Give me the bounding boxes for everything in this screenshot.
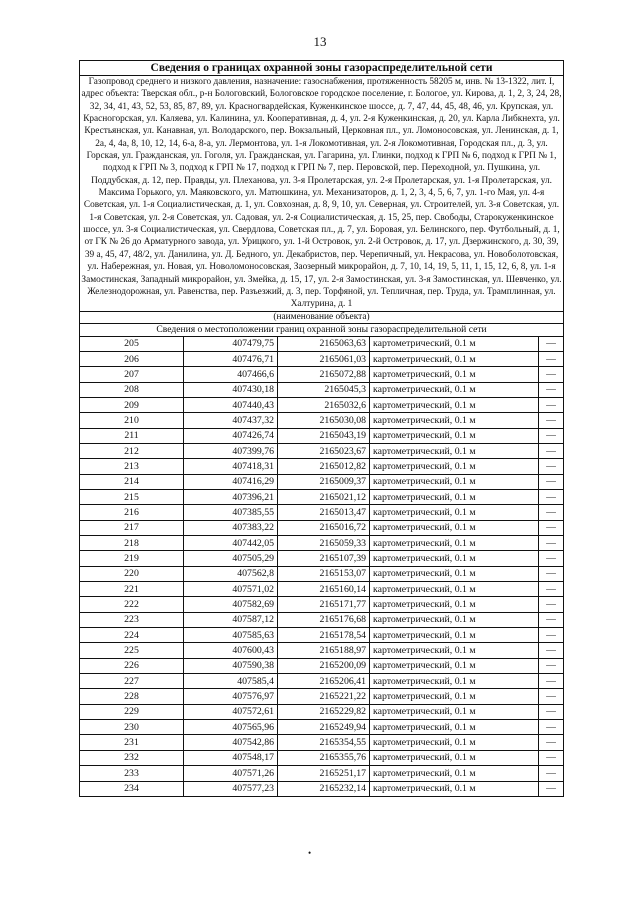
- point-number-cell: 220: [80, 566, 184, 581]
- method-accuracy-cell: картометрический, 0.1 м: [370, 459, 539, 474]
- y-coordinate-cell: 2165355,76: [278, 750, 370, 765]
- y-coordinate-cell: 2165249,94: [278, 720, 370, 735]
- table-row: [80, 704, 564, 719]
- y-coordinate-cell: 2165063,63: [278, 336, 370, 351]
- method-accuracy-cell: картометрический, 0.1 м: [370, 643, 539, 658]
- note-cell: —: [539, 459, 564, 474]
- x-coordinate-cell: 407565,96: [184, 720, 278, 735]
- point-number-cell: 225: [80, 643, 184, 658]
- point-number-cell: 218: [80, 536, 184, 551]
- table-row: [80, 443, 564, 458]
- x-coordinate-cell: 407585,4: [184, 674, 278, 689]
- note-cell: —: [539, 658, 564, 673]
- y-coordinate-cell: 2165023,67: [278, 443, 370, 458]
- point-number-cell: 230: [80, 720, 184, 735]
- y-coordinate-cell: 2165012,82: [278, 459, 370, 474]
- y-coordinate-cell: 2165232,14: [278, 781, 370, 796]
- method-accuracy-cell: картометрический, 0.1 м: [370, 689, 539, 704]
- point-number-cell: 206: [80, 351, 184, 366]
- x-coordinate-cell: 407437,32: [184, 413, 278, 428]
- x-coordinate-cell: 407505,29: [184, 551, 278, 566]
- note-cell: —: [539, 674, 564, 689]
- y-coordinate-cell: 2165229,82: [278, 704, 370, 719]
- table-row: [80, 582, 564, 597]
- table-row: [80, 766, 564, 781]
- note-cell: —: [539, 597, 564, 612]
- method-accuracy-cell: картометрический, 0.1 м: [370, 704, 539, 719]
- y-coordinate-cell: 2165009,37: [278, 474, 370, 489]
- point-number-cell: 221: [80, 582, 184, 597]
- object-label: (наименование объекта): [80, 311, 564, 323]
- y-coordinate-cell: 2165030,08: [278, 413, 370, 428]
- table-row: [80, 612, 564, 627]
- method-accuracy-cell: картометрический, 0.1 м: [370, 367, 539, 382]
- point-number-cell: 215: [80, 489, 184, 504]
- point-number-cell: 208: [80, 382, 184, 397]
- point-number-cell: 216: [80, 505, 184, 520]
- table-row: [80, 781, 564, 796]
- y-coordinate-cell: 2165206,41: [278, 674, 370, 689]
- table-row: [80, 336, 564, 351]
- point-number-cell: 210: [80, 413, 184, 428]
- point-number-cell: 231: [80, 735, 184, 750]
- x-coordinate-cell: 407383,22: [184, 520, 278, 535]
- note-cell: —: [539, 643, 564, 658]
- y-coordinate-cell: 2165061,03: [278, 351, 370, 366]
- x-coordinate-cell: 407590,38: [184, 658, 278, 673]
- document-title: Сведения о границах охранной зоны газораспределительной сети: [80, 61, 564, 76]
- point-number-cell: 229: [80, 704, 184, 719]
- note-cell: —: [539, 766, 564, 781]
- y-coordinate-cell: 2165107,39: [278, 551, 370, 566]
- x-coordinate-cell: 407562,8: [184, 566, 278, 581]
- table-row: [80, 643, 564, 658]
- y-coordinate-cell: 2165059,33: [278, 536, 370, 551]
- point-number-cell: 228: [80, 689, 184, 704]
- x-coordinate-cell: 407385,55: [184, 505, 278, 520]
- y-coordinate-cell: 2165176,68: [278, 612, 370, 627]
- method-accuracy-cell: картометрический, 0.1 м: [370, 781, 539, 796]
- point-number-cell: 217: [80, 520, 184, 535]
- note-cell: —: [539, 566, 564, 581]
- note-cell: —: [539, 520, 564, 535]
- object-label-row: [80, 311, 564, 323]
- note-cell: —: [539, 750, 564, 765]
- y-coordinate-cell: 2165072,88: [278, 367, 370, 382]
- table-row: [80, 489, 564, 504]
- method-accuracy-cell: картометрический, 0.1 м: [370, 520, 539, 535]
- y-coordinate-cell: 2165171,77: [278, 597, 370, 612]
- method-accuracy-cell: картометрический, 0.1 м: [370, 474, 539, 489]
- method-accuracy-cell: картометрический, 0.1 м: [370, 750, 539, 765]
- point-number-cell: 205: [80, 336, 184, 351]
- note-cell: —: [539, 489, 564, 504]
- x-coordinate-cell: 407418,31: [184, 459, 278, 474]
- table-row: [80, 536, 564, 551]
- note-cell: —: [539, 689, 564, 704]
- note-cell: —: [539, 443, 564, 458]
- footer-mark: •: [308, 848, 312, 858]
- table-row: [80, 628, 564, 643]
- x-coordinate-cell: 407416,29: [184, 474, 278, 489]
- page-number: 13: [313, 34, 327, 49]
- y-coordinate-cell: 2165200,09: [278, 658, 370, 673]
- point-number-cell: 224: [80, 628, 184, 643]
- note-cell: —: [539, 382, 564, 397]
- x-coordinate-cell: 407582,69: [184, 597, 278, 612]
- point-number-cell: 219: [80, 551, 184, 566]
- note-cell: —: [539, 536, 564, 551]
- point-number-cell: 211: [80, 428, 184, 443]
- point-number-cell: 222: [80, 597, 184, 612]
- location-subtitle: Сведения о местоположении границ охранной зоны газораспределительной сети: [80, 323, 564, 336]
- table-row: [80, 520, 564, 535]
- table-row: [80, 367, 564, 382]
- object-description-row: [80, 76, 564, 312]
- table-row: [80, 566, 564, 581]
- note-cell: —: [539, 551, 564, 566]
- y-coordinate-cell: 2165021,12: [278, 489, 370, 504]
- boundary-table: [79, 60, 564, 797]
- x-coordinate-cell: 407426,74: [184, 428, 278, 443]
- location-subtitle-row: [80, 323, 564, 336]
- point-number-cell: 207: [80, 367, 184, 382]
- x-coordinate-cell: 407600,43: [184, 643, 278, 658]
- table-row: [80, 689, 564, 704]
- y-coordinate-cell: 2165188,97: [278, 643, 370, 658]
- method-accuracy-cell: картометрический, 0.1 м: [370, 505, 539, 520]
- table-row: [80, 735, 564, 750]
- x-coordinate-cell: 407585,63: [184, 628, 278, 643]
- y-coordinate-cell: 2165013,47: [278, 505, 370, 520]
- y-coordinate-cell: 2165251,17: [278, 766, 370, 781]
- note-cell: —: [539, 336, 564, 351]
- point-number-cell: 227: [80, 674, 184, 689]
- y-coordinate-cell: 2165354,55: [278, 735, 370, 750]
- y-coordinate-cell: 2165178,54: [278, 628, 370, 643]
- point-number-cell: 223: [80, 612, 184, 627]
- table-row: [80, 474, 564, 489]
- table-row: [80, 351, 564, 366]
- table-row: [80, 597, 564, 612]
- x-coordinate-cell: 407587,12: [184, 612, 278, 627]
- y-coordinate-cell: 2165221,22: [278, 689, 370, 704]
- table-row: [80, 428, 564, 443]
- method-accuracy-cell: картометрический, 0.1 м: [370, 336, 539, 351]
- note-cell: —: [539, 505, 564, 520]
- x-coordinate-cell: 407571,02: [184, 582, 278, 597]
- note-cell: —: [539, 351, 564, 366]
- method-accuracy-cell: картометрический, 0.1 м: [370, 674, 539, 689]
- y-coordinate-cell: 2165160,14: [278, 582, 370, 597]
- method-accuracy-cell: картометрический, 0.1 м: [370, 628, 539, 643]
- x-coordinate-cell: 407542,86: [184, 735, 278, 750]
- note-cell: —: [539, 367, 564, 382]
- title-row: [80, 61, 564, 76]
- point-number-cell: 233: [80, 766, 184, 781]
- method-accuracy-cell: картометрический, 0.1 м: [370, 720, 539, 735]
- point-number-cell: 212: [80, 443, 184, 458]
- table-row: [80, 750, 564, 765]
- x-coordinate-cell: 407442,05: [184, 536, 278, 551]
- x-coordinate-cell: 407399,76: [184, 443, 278, 458]
- method-accuracy-cell: картометрический, 0.1 м: [370, 382, 539, 397]
- x-coordinate-cell: 407576,97: [184, 689, 278, 704]
- table-row: [80, 505, 564, 520]
- note-cell: —: [539, 720, 564, 735]
- note-cell: —: [539, 397, 564, 412]
- y-coordinate-cell: 2165045,3: [278, 382, 370, 397]
- method-accuracy-cell: картометрический, 0.1 м: [370, 551, 539, 566]
- point-number-cell: 226: [80, 658, 184, 673]
- y-coordinate-cell: 2165016,72: [278, 520, 370, 535]
- x-coordinate-cell: 407577,23: [184, 781, 278, 796]
- method-accuracy-cell: картометрический, 0.1 м: [370, 351, 539, 366]
- table-row: [80, 459, 564, 474]
- table-row: [80, 551, 564, 566]
- table-row: [80, 413, 564, 428]
- point-number-cell: 234: [80, 781, 184, 796]
- point-number-cell: 214: [80, 474, 184, 489]
- note-cell: —: [539, 628, 564, 643]
- x-coordinate-cell: 407571,26: [184, 766, 278, 781]
- table-row: [80, 674, 564, 689]
- y-coordinate-cell: 2165153,07: [278, 566, 370, 581]
- method-accuracy-cell: картометрический, 0.1 м: [370, 428, 539, 443]
- x-coordinate-cell: 407440,43: [184, 397, 278, 412]
- method-accuracy-cell: картометрический, 0.1 м: [370, 536, 539, 551]
- method-accuracy-cell: картометрический, 0.1 м: [370, 582, 539, 597]
- x-coordinate-cell: 407548,17: [184, 750, 278, 765]
- method-accuracy-cell: картометрический, 0.1 м: [370, 413, 539, 428]
- point-number-cell: 213: [80, 459, 184, 474]
- table-row: [80, 658, 564, 673]
- table-row: [80, 382, 564, 397]
- x-coordinate-cell: 407572,61: [184, 704, 278, 719]
- method-accuracy-cell: картометрический, 0.1 м: [370, 566, 539, 581]
- x-coordinate-cell: 407466,6: [184, 367, 278, 382]
- x-coordinate-cell: 407396,21: [184, 489, 278, 504]
- boundary-table-body: [80, 61, 564, 797]
- note-cell: —: [539, 428, 564, 443]
- point-number-cell: 209: [80, 397, 184, 412]
- point-number-cell: 232: [80, 750, 184, 765]
- table-row: [80, 720, 564, 735]
- method-accuracy-cell: картометрический, 0.1 м: [370, 489, 539, 504]
- note-cell: —: [539, 781, 564, 796]
- y-coordinate-cell: 2165043,19: [278, 428, 370, 443]
- note-cell: —: [539, 704, 564, 719]
- note-cell: —: [539, 474, 564, 489]
- object-description: Газопровод среднего и низкого давления, назначение: газоснабжения, протяженность 58205 м, инв. № 13-1322, лит. I, адрес объекта: Тверская обл., р-н Бологовский, Бологовское городское поселение, г. Бологое, ул. Кирова, д. 1, 2, 3, 24, 28, 32, 34, 41, 43, 52, 53, 85, 87, 89, ул. Красногвардейская, Куженкинское шоссе, д. 7, 47, 44, 45, 48, 46, ул. Крупская, ул. Красногорская, ул. Каляева, ул. Калинина, ул. Кооперативная, д. 4, ул. 2-я Куженкинская, д. 20, ул. Карла Либкнехта, ул. Крестьянская, ул. Канавная, ул. Володарского, пер. Вокзальный, Церковная пл., ул. Ломоносовская, ул. Ленинская, д. 1, 2а, 4, 4а, 8, 10, 12, 14, 6-а, 8-а, ул. Лермонтова, ул. 1-я Локомотивная, ул. 2-я Локомотивная, Городская пл., д. 3, ул. Горская, ул. Гражданская, ул. Гоголя, ул. Гражданская, ул. Гагарина, ул. Глинки, подход к ГРП № 6, подход к ГРП № 1, подход к ГРП № 3, подход к ГРП № 17, подход к ГРП № 7, пер. Перовской, пер. Переходной, ул. Пушкина, ул. Поддубская, д. 12, пер. Правды, ул. Плеханова, ул. 3-я Пролетарская, ул. 2-я Пролетарская, ул. 1-я Пролетарская, ул. Максима Горького, ул. Маяковского, ул. Матюшкина, ул. Механизаторов, д. 1, 2, 3, 4, 5, 6, 7, ул. 1-го Мая, ул. 4-я Советская, ул. 1-я Социалистическая, д. 1, ул. Совхозная, д. 8, 9, 10, ул. Северная, ул. Строителей, ул. 3-я Советская, ул. 1-я Советская, ул. 2-я Советская, ул. Садовая, ул. 2-я Социалистическая, д. 15, 25, пер. Свободы, Старокуженкинское шоссе, ул. 3-я Социалистическая, ул. Свердлова, Советская пл., д. 7, ул. Боровая, ул. Белинского, пер. Футбольный, д. 1, от ГК № 26 до Арматурного завода, ул. Урицкого, ул. 1-й Островок, ул. 2-й Островок, д. 17, ул. Дзержинского, д. 30, 39, 39 а, 45, 47, 48/2, ул. Данилина, ул. Д. Бедного, ул. Декабристов, пер. Черепичный, ул. Некрасова, ул. Новоболотовская, ул. Набережная, ул. Новая, ул. Новоломоносовская, Заозерный микрорайон, д. 7, 10, 14, 19, 5, 11, 1, 15, 12, 6, 8, ул. 1-я Замостинская, Западный микрорайон, ул. Змейка, д. 15, 17, ул. 2-я Замостинская, ул. 3-я Замостинская, ул. Шевченко, ул. Железнодорожная, ул. Равенства, пер. Разъезжий, д. 3, пер. Торфяной, ул. Тепличная, пер. Труда, ул. Трамплинная, ул. Халтурина, д. 1: [81, 77, 562, 310]
- method-accuracy-cell: картометрический, 0.1 м: [370, 443, 539, 458]
- note-cell: —: [539, 612, 564, 627]
- x-coordinate-cell: 407476,71: [184, 351, 278, 366]
- method-accuracy-cell: картометрический, 0.1 м: [370, 658, 539, 673]
- note-cell: —: [539, 413, 564, 428]
- table-row: [80, 397, 564, 412]
- note-cell: —: [539, 735, 564, 750]
- method-accuracy-cell: картометрический, 0.1 м: [370, 597, 539, 612]
- note-cell: —: [539, 582, 564, 597]
- x-coordinate-cell: 407430,18: [184, 382, 278, 397]
- method-accuracy-cell: картометрический, 0.1 м: [370, 612, 539, 627]
- method-accuracy-cell: картометрический, 0.1 м: [370, 397, 539, 412]
- y-coordinate-cell: 2165032,6: [278, 397, 370, 412]
- x-coordinate-cell: 407479,75: [184, 336, 278, 351]
- method-accuracy-cell: картометрический, 0.1 м: [370, 766, 539, 781]
- method-accuracy-cell: картометрический, 0.1 м: [370, 735, 539, 750]
